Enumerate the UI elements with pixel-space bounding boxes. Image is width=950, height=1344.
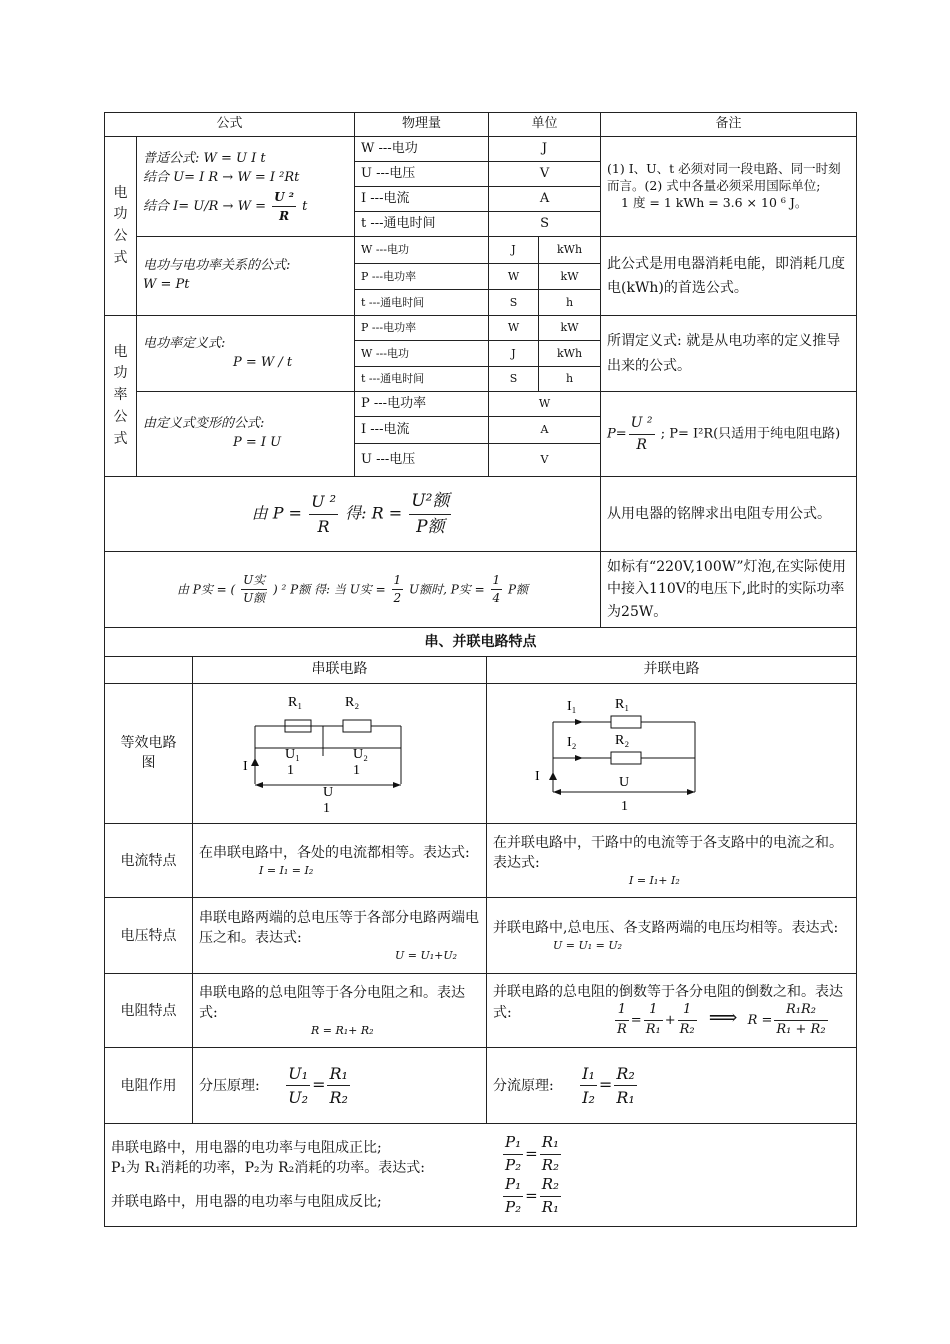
resistance-label: 电阻特点 [105, 974, 193, 1048]
power-definition: 电功率定义式: P = W / t [137, 316, 355, 392]
parallel-header: 并联电路 [487, 656, 857, 683]
power-variant-note: P= $\frac{\text{U ²}}{R}$ ; P= I²R(只适用于纯电阻电路) [601, 392, 857, 477]
series-current: 在串联电路中，各处的电流都相等。表达式: I = I₁ = I₂ [193, 824, 487, 898]
svg-text:U₂: U₂ [353, 746, 368, 762]
parallel-circuit-svg [487, 684, 855, 817]
series-header: 串联电路 [193, 656, 487, 683]
svg-text:1: 1 [323, 800, 330, 816]
current-label: 电流特点 [105, 824, 193, 898]
svg-text:I₁: I₁ [567, 698, 577, 714]
svg-text:1: 1 [287, 762, 294, 778]
formula-table: 公式 物理量 单位 备注 电 功 公 式 普适公式: W = U I t 结合 U= I R → W = I ²Rt 结合 I= U/R → W = $\frac{\text{U ²}}{R}$ t W ---电功 J (1) I、U、t 必须对同一段电路、同一时刻而言。(2) 式中各量必须采用国际单位; 1 度 = 1 kWh = 3.6 × 10 ⁶ J。 U ---电压 V I ---电流 A t ---通电时间 S 电功与电功率关系的公式: W = Pt W ---电功 J kWh 此公式是用电器消耗电能，即消耗几度电(kWh)的首选公式。 P ---电功率 W kW t ---通电时间 S h 电 功 率 公 式 电功率定义式: P = W / t P ---电功率 W kW 所谓定义式: 就是从电功率的定义推导出来的公式。 W ---电功 J kWh t ---通电时间 S h 由定义式变形的公式: P = I U P ---电功率 W P= $\frac{\text{U ²}}{R}$ ; P= I²R(只适用于纯电阻电路) I ---电流 A U ---电压 V 由 P = $\frac{\text{U ²}}{R}$ 得: R = $\frac{\text{U²额}}{\text{P额}}$ 从用电器的铭牌求出电阻专用公式。 由 P实 = ( $\frac{\text{U实}}{\text{U额}}$ ) ² P额 得: 当 U实 = $\frac{1}{2}$ U额时, P实 = $\frac{1}{4}$ P额 如标有“220V,100W”灯泡,在实际使用中接入110V的电压下,此时的实际功率为25W。 [104, 112, 857, 628]
power-label: 电 功 率 公 式 [105, 316, 137, 477]
series-resistance: 串联电路的总电阻等于各分电阻之和。表达式: R = R₁+ R₂ [193, 974, 487, 1048]
svg-text:U₁: U₁ [285, 746, 300, 762]
work-label: 电 功 公 式 [105, 137, 137, 316]
diagram-label: 等效电路图 [105, 683, 193, 824]
current-divider: 分流原理: $\frac{\text{I₁}}{\text{I₂}}$ = $\frac{\text{R₂}}{\text{R₁}}$ [487, 1048, 857, 1124]
svg-text:R₂: R₂ [615, 732, 630, 748]
actual-power-formula: 由 P实 = ( $\frac{\text{U实}}{\text{U额}}$ ) ² P额 得: 当 U实 = $\frac{1}{2}$ U额时, P实 = $\frac{1}{4}$ P额 [105, 552, 601, 628]
voltage-divider: 分压原理: $\frac{\text{U₁}}{\text{U₂}}$ = $\frac{\text{R₁}}{\text{R₂}}$ [193, 1048, 487, 1124]
svg-text:I₂: I₂ [567, 734, 577, 750]
resist-formula: 由 P = $\frac{\text{U ²}}{R}$ 得: R = $\frac{\text{U²额}}{\text{P额}}$ [105, 477, 601, 552]
svg-text:I: I [243, 758, 248, 774]
svg-text:R₁: R₁ [615, 696, 630, 712]
parallel-diagram [487, 683, 857, 824]
svg-text:U: U [323, 784, 334, 800]
header-note: 备注 [601, 113, 857, 137]
work-note: (1) I、U、t 必须对同一段电路、同一时刻而言。(2) 式中各量必须采用国际单位; 1 度 = 1 kWh = 3.6 × 10 ⁶ J。 [601, 137, 857, 237]
svg-text:1: 1 [353, 762, 360, 778]
parallel-resistance: 并联电路的总电阻的倒数等于各分电阻的倒数之和。表达式: $\frac{1}{R}$ = $\frac{1}{\text{R₁}}$ + $\frac{1}{\text{R₂}}$ ⟹ R = $\frac{\text{R₁R₂}}{\text{R₁ + R₂}}$ [487, 974, 857, 1048]
formula-table-page [104, 112, 856, 1227]
label-r1: R₁ [288, 694, 303, 710]
header-formula: 公式 [105, 113, 355, 137]
header-unit: 单位 [489, 113, 601, 137]
actual-power-note: 如标有“220V,100W”灯泡,在实际使用中接入110V的电压下,此时的实际功率为25W。 [601, 552, 857, 628]
work-general-formula: 普适公式: W = U I t 结合 U= I R → W = I ²Rt 结合 I= U/R → W = $\frac{\text{U ²}}{R}$ t [137, 137, 355, 237]
series-diagram [193, 683, 487, 824]
resistor-r1 [611, 716, 641, 728]
svg-text:I: I [535, 768, 540, 784]
circuit-title: 串、并联电路特点 [105, 628, 857, 656]
parallel-current: 在并联电路中，干路中的电流等于各支路中的电流之和。表达式: I = I₁+ I₂ [487, 824, 857, 898]
implies-arrow-icon: ⟹ [708, 1004, 738, 1029]
resistor-r2 [611, 752, 641, 764]
effect-label: 电阻作用 [105, 1048, 193, 1124]
series-circuit-svg [193, 684, 485, 817]
power-variant: 由定义式变形的公式: P = I U [137, 392, 355, 477]
label-r2: R₂ [345, 694, 360, 710]
svg-text:1: 1 [621, 798, 628, 814]
parallel-voltage: 并联电路中,总电压、各支路两端的电压均相等。表达式: U = U₁ = U₂ [487, 898, 857, 974]
power-ratio-footer: 串联电路中，用电器的电功率与电阻成正比; P₁为 R₁消耗的功率，P₂为 R₂消耗的功率。表达式: 并联电路中，用电器的电功率与电阻成反比; $\frac{\text{P₁}}{\text{P₂}}$ = $\frac{\text{R₁}}{\text{R₂}}$ $\frac{\text{P₁}}{\text{P₂}}$ = $\frac{\text{R₂}}{\text{R₁}}$ [105, 1124, 857, 1227]
work-power-relation: 电功与电功率关系的公式: W = Pt [137, 237, 355, 316]
circuit-table [104, 628, 857, 1227]
work-power-note: 此公式是用电器消耗电能，即消耗几度电(kWh)的首选公式。 [601, 237, 857, 316]
resistor-r2 [343, 720, 371, 732]
resist-note: 从用电器的铭牌求出电阻专用公式。 [601, 477, 857, 552]
series-voltage: 串联电路两端的总电压等于各部分电路两端电压之和。表达式: U = U₁+U₂ [193, 898, 487, 974]
power-def-note: 所谓定义式: 就是从电功率的定义推导出来的公式。 [601, 316, 857, 392]
header-quantity: 物理量 [355, 113, 489, 137]
header-row [105, 113, 857, 137]
work-q-w: W ---电功 [355, 137, 489, 162]
svg-text:U: U [619, 774, 630, 790]
voltage-label: 电压特点 [105, 898, 193, 974]
